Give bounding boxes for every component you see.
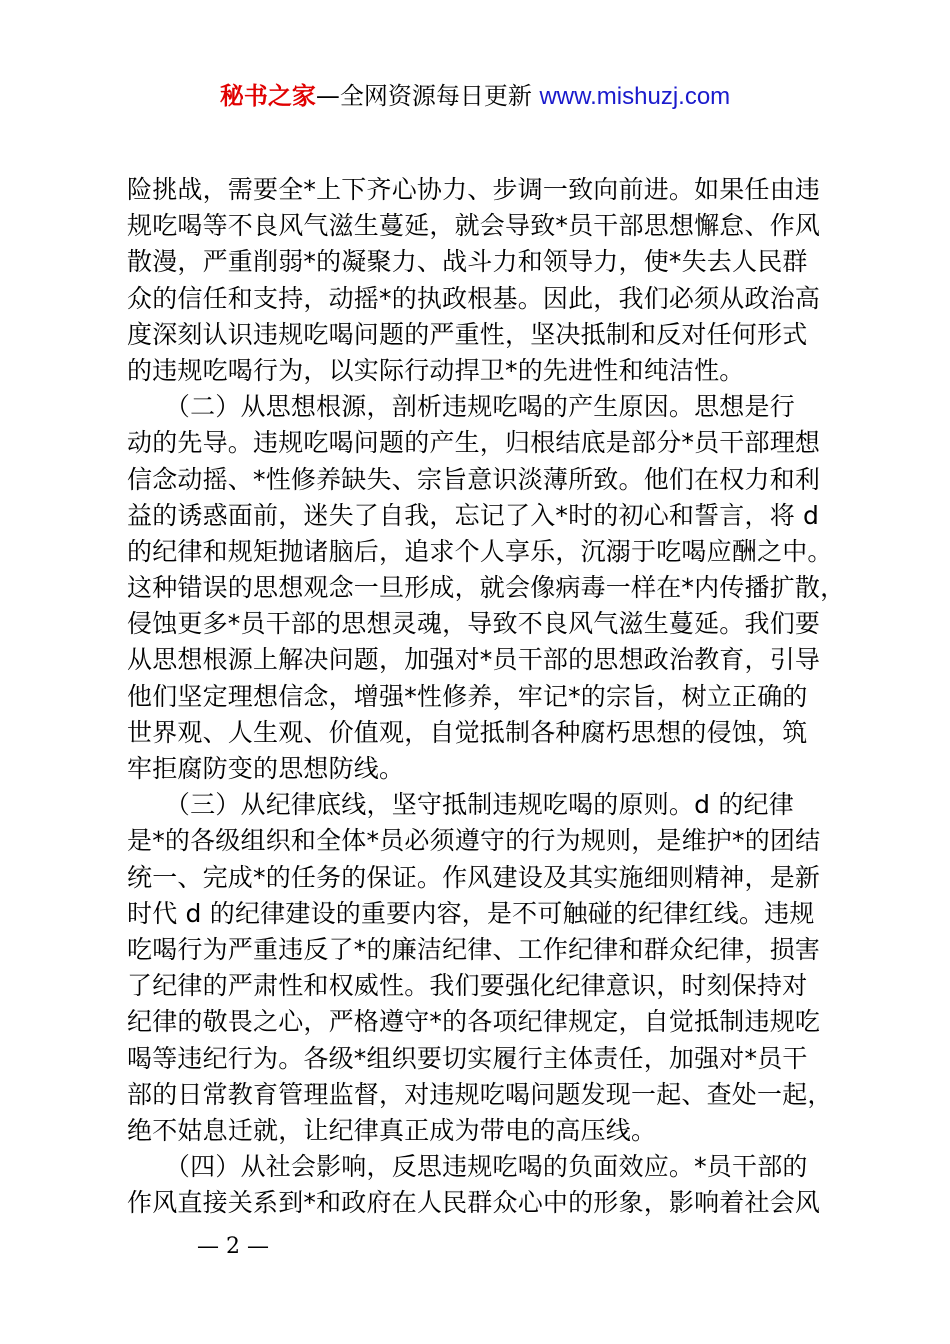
text-line: 纪律的敬畏之心，严格遵守*的各项纪律规定，自觉抵制违规吃 [127, 1007, 821, 1037]
page-number: — 2 — [197, 1234, 269, 1259]
text-line: 的纪律和规矩抛诸脑后，追求个人享乐，沉溺于吃喝应酬之中。 [127, 536, 833, 566]
text-line: 吃喝行为严重违反了*的廉洁纪律、工作纪律和群众纪律，损害 [127, 934, 821, 964]
text-line: 部的日常教育管理监督，对违规吃喝问题发现一起、查处一起， [127, 1079, 833, 1109]
text-line: 信念动摇、*性修养缺失、宗旨意识淡薄所致。他们在权力和利 [127, 464, 821, 494]
section-heading-line: （四）从社会影响，反思违规吃喝的负面效应。*员干部的 [127, 1152, 808, 1182]
text-line: 他们坚定理想信念，增强*性修养，牢记*的宗旨，树立正确的 [127, 681, 808, 711]
site-header [0, 78, 950, 115]
text-line: 从思想根源上解决问题，加强对*员干部的思想政治教育，引导 [127, 645, 821, 675]
text-line: 的违规吃喝行为，以实际行动捍卫*的先进性和纯洁性。 [127, 355, 745, 385]
text-line: 动的先导。违规吃喝问题的产生，归根结底是部分*员干部理想 [127, 428, 821, 458]
document-body [127, 172, 847, 1221]
text-line: 绝不姑息迁就，让纪律真正成为带电的高压线。 [127, 1115, 657, 1145]
text-line: 喝等违纪行为。各级*组织要切实履行主体责任，加强对*员干 [127, 1043, 808, 1073]
text-line: 规吃喝等不良风气滋生蔓延，就会导致*员干部思想懈怠、作风 [127, 211, 821, 241]
text-line: 度深刻认识违规吃喝问题的严重性，坚决抵制和反对任何形式 [127, 319, 808, 349]
text-line: 险挑战，需要全*上下齐心协力、步调一致向前进。如果任由违 [127, 175, 821, 204]
text-line: 了纪律的严肃性和权威性。我们要强化纪律意识，时刻保持对 [127, 971, 808, 1001]
text-line: 侵蚀更多*员干部的思想灵魂，导致不良风气滋生蔓延。我们要 [127, 609, 821, 639]
text-line: 益的诱惑面前，迷失了自我，忘记了入*时的初心和誓言，将 d [127, 500, 820, 530]
text-line: 众的信任和支持，动摇*的执政根基。因此，我们必须从政治高 [127, 283, 821, 313]
text-line: 世界观、人生观、价值观，自觉抵制各种腐朽思想的侵蚀，筑 [127, 717, 808, 747]
text-line: 作风直接关系到*和政府在人民群众心中的形象，影响着社会风 [127, 1188, 821, 1218]
brand-name: 秘书之家 [219, 82, 316, 110]
section-heading-line: （二）从思想根源，剖析违规吃喝的产生原因。思想是行 [127, 392, 795, 422]
text-line: 统一、完成*的任务的保证。作风建设及其实施细则精神，是新 [127, 862, 821, 892]
site-url-link[interactable]: www.mishuzj.com [539, 83, 731, 110]
text-line: 散漫，严重削弱*的凝聚力、战斗力和领导力，使*失去人民群 [127, 247, 808, 277]
text-line: 是*的各级组织和全体*员必须遵守的行为规则，是维护*的团结 [127, 826, 821, 856]
header-tagline: —全网资源每日更新 [315, 82, 540, 110]
text-line: 时代 d 的纪律建设的重要内容，是不可触碰的纪律红线。违规 [127, 898, 815, 928]
text-line: 牢拒腐防变的思想防线。 [127, 754, 405, 783]
text-line: 这种错误的思想观念一旦形成，就会像病毒一样在*内传播扩散， [127, 573, 846, 603]
section-heading-line: （三）从纪律底线，坚守抵制违规吃喝的原则。d 的纪律 [127, 790, 794, 820]
